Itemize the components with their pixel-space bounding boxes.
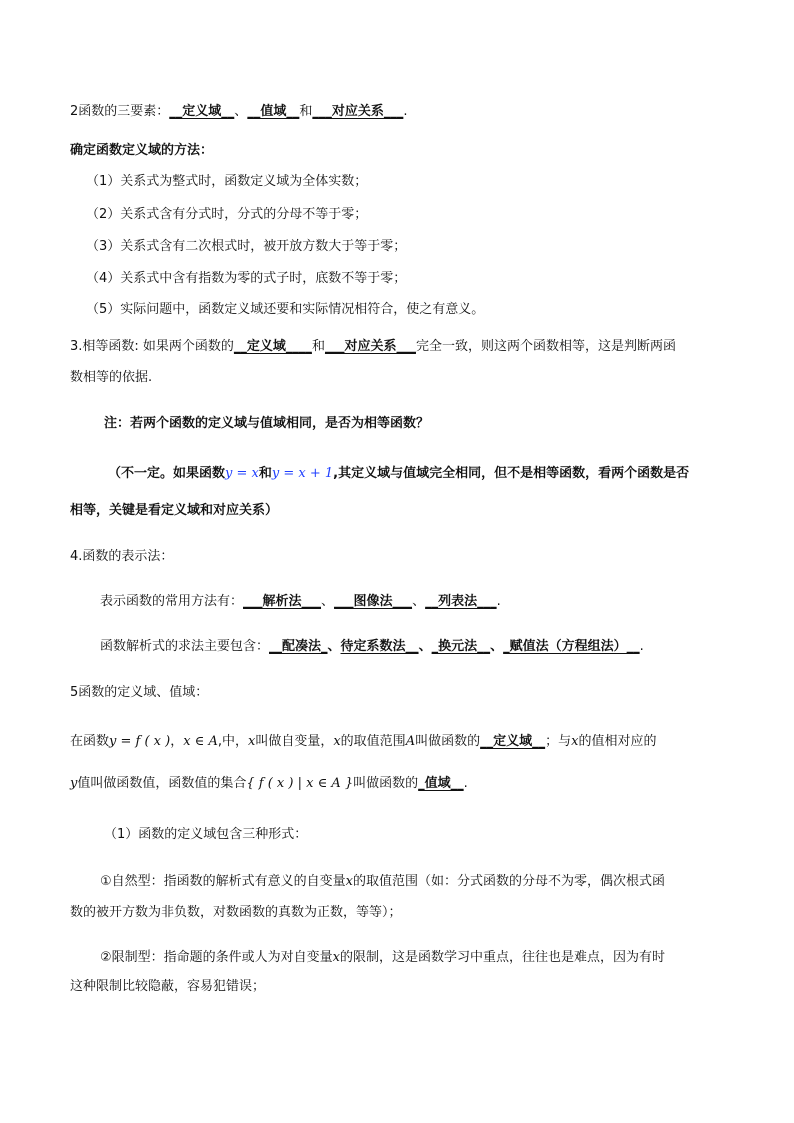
blank-range: __值域__ bbox=[247, 104, 300, 119]
text: ,中， bbox=[217, 734, 248, 749]
method-item-2: （2）关系式含有分式时，分式的分母不等于零； bbox=[86, 207, 368, 222]
suffix: . bbox=[639, 639, 644, 654]
section5-title: 5函数的定义域、值域： bbox=[70, 685, 209, 700]
method-item-1: （1）关系式为整式时，函数定义域为全体实数； bbox=[86, 174, 368, 189]
text: . bbox=[463, 776, 468, 791]
math-expression: { f ( x ) | x ∈ A } bbox=[246, 776, 354, 791]
math-variable: x bbox=[345, 874, 353, 889]
text: 的值相对应的 bbox=[578, 734, 657, 749]
blank-domain: __定义域____ bbox=[233, 339, 312, 354]
method-item-3: （3）关系式含有二次根式时，被开放方数大于等于零； bbox=[86, 239, 407, 254]
natural-type-line2: 数的被开方数为非负数，对数函数的真数为正数，等等）； bbox=[70, 905, 402, 920]
section4-line2-prefix: 函数解析式的求法主要包含： bbox=[100, 639, 270, 654]
note-answer-line1 bbox=[108, 464, 689, 484]
section4-title: 4.函数的表示法： bbox=[70, 549, 174, 564]
sep: 、 bbox=[490, 639, 504, 654]
blank-method-3: _换元法__ bbox=[431, 639, 491, 654]
text: ②限制型：指命题的条件或人为对自变量 bbox=[100, 950, 333, 965]
text: ①自然型：指函数的解析式有意义的自变量 bbox=[100, 874, 346, 889]
section3-line1 bbox=[70, 337, 676, 357]
blank-graph: ___图像法___ bbox=[334, 594, 413, 609]
blank-method-2: 待定系数法__ bbox=[340, 639, 419, 654]
section3-line2: 数相等的依据. bbox=[70, 370, 153, 385]
text: ；与 bbox=[545, 734, 572, 749]
text: 叫做函数的 bbox=[353, 776, 419, 791]
text: ， bbox=[170, 734, 184, 749]
limit-type-line2: 这种限制比较隐蔽，容易犯错误； bbox=[70, 979, 266, 994]
blank-method-4: _赋值法（方程组法）__ bbox=[503, 639, 640, 654]
blank-domain: __定义域__ bbox=[169, 104, 235, 119]
text: 叫做自变量， bbox=[255, 734, 334, 749]
sep: 、 bbox=[412, 594, 426, 609]
connector: 和 bbox=[311, 339, 325, 354]
sep: 、 bbox=[327, 639, 341, 654]
math-expression: x ∈ A bbox=[183, 734, 218, 749]
section2-line bbox=[70, 102, 408, 122]
answer-rest: ,其定义域与值域完全相同，但不是相等函数，看两个函数是否 bbox=[333, 466, 690, 481]
sep: 和 bbox=[299, 104, 313, 119]
math-expression: y = x bbox=[225, 466, 259, 481]
sep: 、 bbox=[321, 594, 335, 609]
note-question: 注：若两个函数的定义域与值域相同，是否为相等函数？ bbox=[104, 416, 430, 431]
method-item-4: （4）关系式中含有指数为零的式子时，底数不等于零； bbox=[86, 271, 407, 286]
suffix: . bbox=[496, 594, 501, 609]
math-variable: A bbox=[405, 734, 416, 749]
sep: 、 bbox=[234, 104, 248, 119]
limit-type-line1 bbox=[100, 948, 665, 968]
text: 叫做函数的 bbox=[415, 734, 481, 749]
math-variable: x bbox=[332, 950, 340, 965]
blank-correspondence: ___对应关系___ bbox=[324, 339, 416, 354]
section2-prefix: 2函数的三要素： bbox=[70, 104, 170, 119]
math-variable: x bbox=[571, 734, 579, 749]
section5-sub1: （1）函数的定义域包含三种形式： bbox=[104, 827, 308, 842]
note-answer-line2: 相等，关键是看定义域和对应关系） bbox=[70, 503, 279, 518]
method-title: 确定函数定义域的方法： bbox=[70, 143, 214, 158]
section3-suffix: 完全一致，则这两个函数相等，这是判断两函 bbox=[415, 339, 676, 354]
blank-range: _值域__ bbox=[418, 776, 464, 791]
section4-line1-prefix: 表示函数的常用方法有： bbox=[100, 594, 244, 609]
blank-table: __列表法___ bbox=[425, 594, 497, 609]
blank-analytic: ___解析法___ bbox=[243, 594, 322, 609]
math-variable: x bbox=[333, 734, 341, 749]
section5-line2 bbox=[70, 774, 468, 794]
section5-line1 bbox=[70, 732, 656, 752]
section3-prefix: 3.相等函数: 如果两个函数的 bbox=[70, 339, 234, 354]
text: 的限制，这是函数学习中重点，往往也是难点，因为有时 bbox=[340, 950, 666, 965]
section4-line1 bbox=[100, 592, 501, 612]
blank-correspondence: ___对应关系___ bbox=[312, 104, 404, 119]
natural-type-line1 bbox=[100, 872, 665, 892]
text: 的取值范围 bbox=[340, 734, 406, 749]
blank-domain: __定义域__ bbox=[480, 734, 546, 749]
math-variable: x bbox=[247, 734, 256, 749]
blank-method-1: __配凑法_ bbox=[269, 639, 328, 654]
math-expression: y = x + 1 bbox=[271, 466, 334, 481]
method-item-5: （5）实际问题中，函数定义域还要和实际情况相符合，使之有意义。 bbox=[86, 302, 485, 317]
sep: 、 bbox=[418, 639, 432, 654]
connector: 和 bbox=[258, 466, 272, 481]
section4-line2 bbox=[100, 637, 644, 657]
text: 在函数 bbox=[70, 734, 110, 749]
text: 值叫做函数值，函数值的集合 bbox=[77, 776, 247, 791]
text: 的取值范围（如：分式函数的分母不为零，偶次根式函 bbox=[353, 874, 666, 889]
answer-start: （不一定。如果函数 bbox=[108, 466, 226, 481]
math-expression: y = f ( x ) bbox=[109, 734, 171, 749]
suffix: . bbox=[403, 104, 408, 119]
math-variable: y bbox=[70, 776, 78, 791]
